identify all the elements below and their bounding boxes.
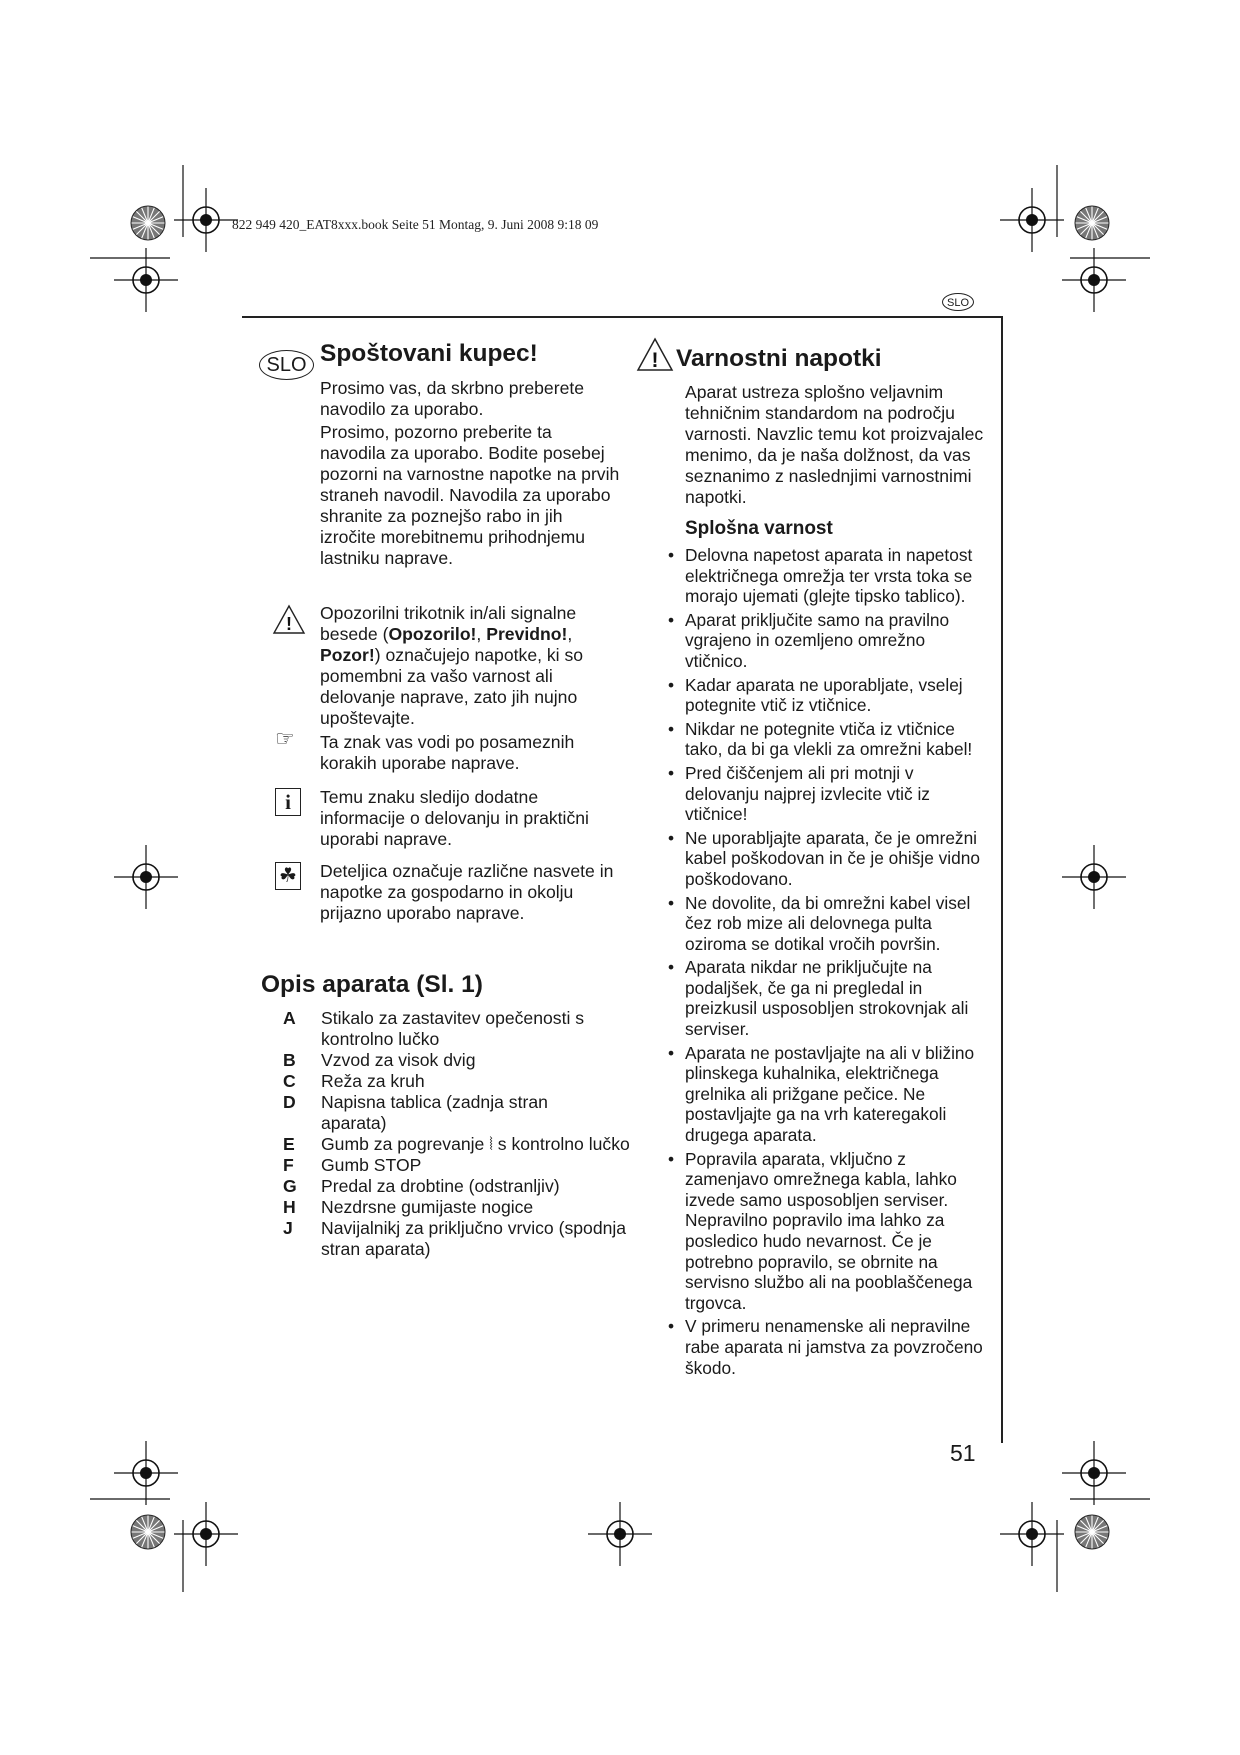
registration-mark-mid-right (1062, 845, 1126, 909)
part-item: E Gumb za pogrevanje ⦚ s kontrolno lučko (283, 1134, 630, 1154)
color-target-bottom-right (1075, 1515, 1109, 1549)
hand-note: Ta znak vas vodi po posameznih korakih uporabe naprave. (320, 732, 575, 773)
warning-triangle-icon (272, 604, 306, 636)
part-item: H Nezdrsne gumijaste nogice (283, 1197, 534, 1217)
info-note: Temu znaku sledijo dodatne informacije o delovanju in praktični uporabi naprave. (320, 787, 589, 849)
clover-icon: ☘ (275, 862, 301, 890)
list-item: • V primeru nenamenske ali nepravilne rabe aparata ni jamstva za povzročeno škodo. (668, 1316, 988, 1378)
part-item: C Reža za kruh (283, 1071, 425, 1091)
list-item: • Kadar aparata ne uporabljate, vselej potegnite vtič iz vtičnice. (668, 675, 988, 716)
registration-mark-bottom-center (588, 1502, 652, 1566)
page-number: 51 (950, 1440, 976, 1466)
list-item: • Pred čiščenjem ali pri motnji v delovanju najprej izvlecite vtič iz vtičnice! (668, 763, 988, 825)
list-item: • Aparat priključite samo na pravilno vgrajeno in ozemljeno omrežno vtičnico. (668, 610, 988, 672)
signal-word-previdno: Previdno! (486, 624, 568, 644)
svg-text:!: ! (286, 614, 292, 634)
intro-paragraph-2: Prosimo, pozorno preberite ta navodila za uporabo. Bodite posebej pozorni na varnostne napotke na prvih straneh navodil. Navodila za uporabo shranite za poznejšo rabo in jih izročite morebitnemu prihodnjemu lastniku naprave. (320, 422, 620, 568)
registration-mark-bottom-left-2 (174, 1502, 238, 1566)
section-title-welcome: Spoštovani kupec! (320, 340, 538, 367)
intro-paragraph-1: Prosimo vas, da skrbno preberete navodilo za uporabo. (320, 378, 585, 419)
part-item: B Vzvod za visok dvig (283, 1050, 476, 1070)
print-header: 822 949 420_EAT8xxx.book Seite 51 Montag, 9. Juni 2008 9:18 09 (232, 217, 599, 232)
list-item: • Aparata ne postavljajte na ali v bližino plinskega kuhalnika, električnega grelnika ali prižgane pečice. Ne postavljajte ga na vrh kateregakoli drugega aparata. (668, 1043, 988, 1146)
warning-note: Opozorilni trikotnik in/ali signalne besede (Opozorilo!, Previdno!, Pozor!) označujejo napotke, ki so pomembni za vašo varnost ali delovanje naprave, zato jih nujno upoštevajte. (320, 603, 584, 728)
list-item: • Popravila aparata, vključno z zamenjavo omrežnega kabla, lahko izvede samo usposobljen serviser. Nepravilno popravilo ima lahko za posledico hudo nevarnost. Če je potrebno popravilo, se obrnite na servisno službo ali na pooblaščenega trgovca. (668, 1149, 988, 1314)
section-title-parts: Opis aparata (Sl. 1) (261, 971, 483, 998)
list-item: • Aparata nikdar ne priključujte na podaljšek, če ga ni pregledal in preizkusil usposobljen strokovnjak ali serviser. (668, 957, 988, 1039)
subsection-title-general-safety: Splošna varnost (685, 518, 833, 539)
signal-word-pozor: Pozor! (320, 645, 375, 665)
list-item: • Delovna napetost aparata in napetost električnega omrežja ter vrsta toka se morajo ujemati (glejte tipsko tablico). (668, 545, 988, 607)
registration-mark-bottom-right (1062, 1441, 1126, 1505)
color-target-top-left (131, 206, 165, 240)
color-target-top-right (1075, 206, 1109, 240)
part-item: F Gumb STOP (283, 1155, 422, 1175)
language-badge-small: SLO (942, 293, 974, 311)
svg-text:!: ! (651, 349, 659, 372)
registration-mark-top-left (174, 188, 238, 252)
part-item: D Napisna tablica (zadnja stran aparata) (283, 1092, 548, 1133)
language-badge: SLO (259, 350, 314, 380)
clover-note: Deteljica označuje različne nasvete in napotke za gospodarno in okolju prijazno uporabo naprave. (320, 861, 614, 923)
pointing-hand-icon: ☞ (275, 726, 295, 751)
part-item: A Stikalo za zastavitev opečenosti s kontrolno lučko (283, 1008, 585, 1049)
list-item: • Nikdar ne potegnite vtiča iz vtičnice tako, da bi ga vlekli za omrežni kabel! (668, 719, 988, 760)
safety-bullets (668, 545, 988, 1381)
part-item: J Navijalnikj za priključno vrvico (spodnja stran aparata) (283, 1218, 627, 1259)
section-title-safety: Varnostni napotki (676, 345, 882, 372)
registration-mark-bottom-left (114, 1441, 178, 1505)
color-target-bottom-left (131, 1515, 165, 1549)
list-item: • Ne dovolite, da bi omrežni kabel visel čez rob mize ali delovnega pulta oziroma se dotikal vročih površin. (668, 893, 988, 955)
registration-mark-mid-left (114, 845, 178, 909)
list-item: • Ne uporabljajte aparata, če je omrežni kabel poškodovan in če je ohišje vidno poškodovano. (668, 828, 988, 890)
part-item: G Predal za drobtine (odstranljiv) (283, 1176, 560, 1196)
right-rule (1001, 316, 1003, 1443)
registration-mark-bottom-right-2 (1000, 1502, 1064, 1566)
registration-mark-top-right (1000, 188, 1064, 252)
signal-word-opozorilo: Opozorilo! (388, 624, 477, 644)
warning-triangle-icon (636, 337, 674, 373)
info-icon: i (275, 788, 301, 816)
parts-list (283, 1008, 630, 1260)
top-rule (242, 316, 1002, 318)
safety-intro: Aparat ustreza splošno veljavnim tehničnim standardom na področju varnosti. Navzlic temu kot proizvajalec menimo, da je naša dolžnost, da vas seznanimo z naslednjimi varnostnimi napotki. (685, 382, 984, 507)
